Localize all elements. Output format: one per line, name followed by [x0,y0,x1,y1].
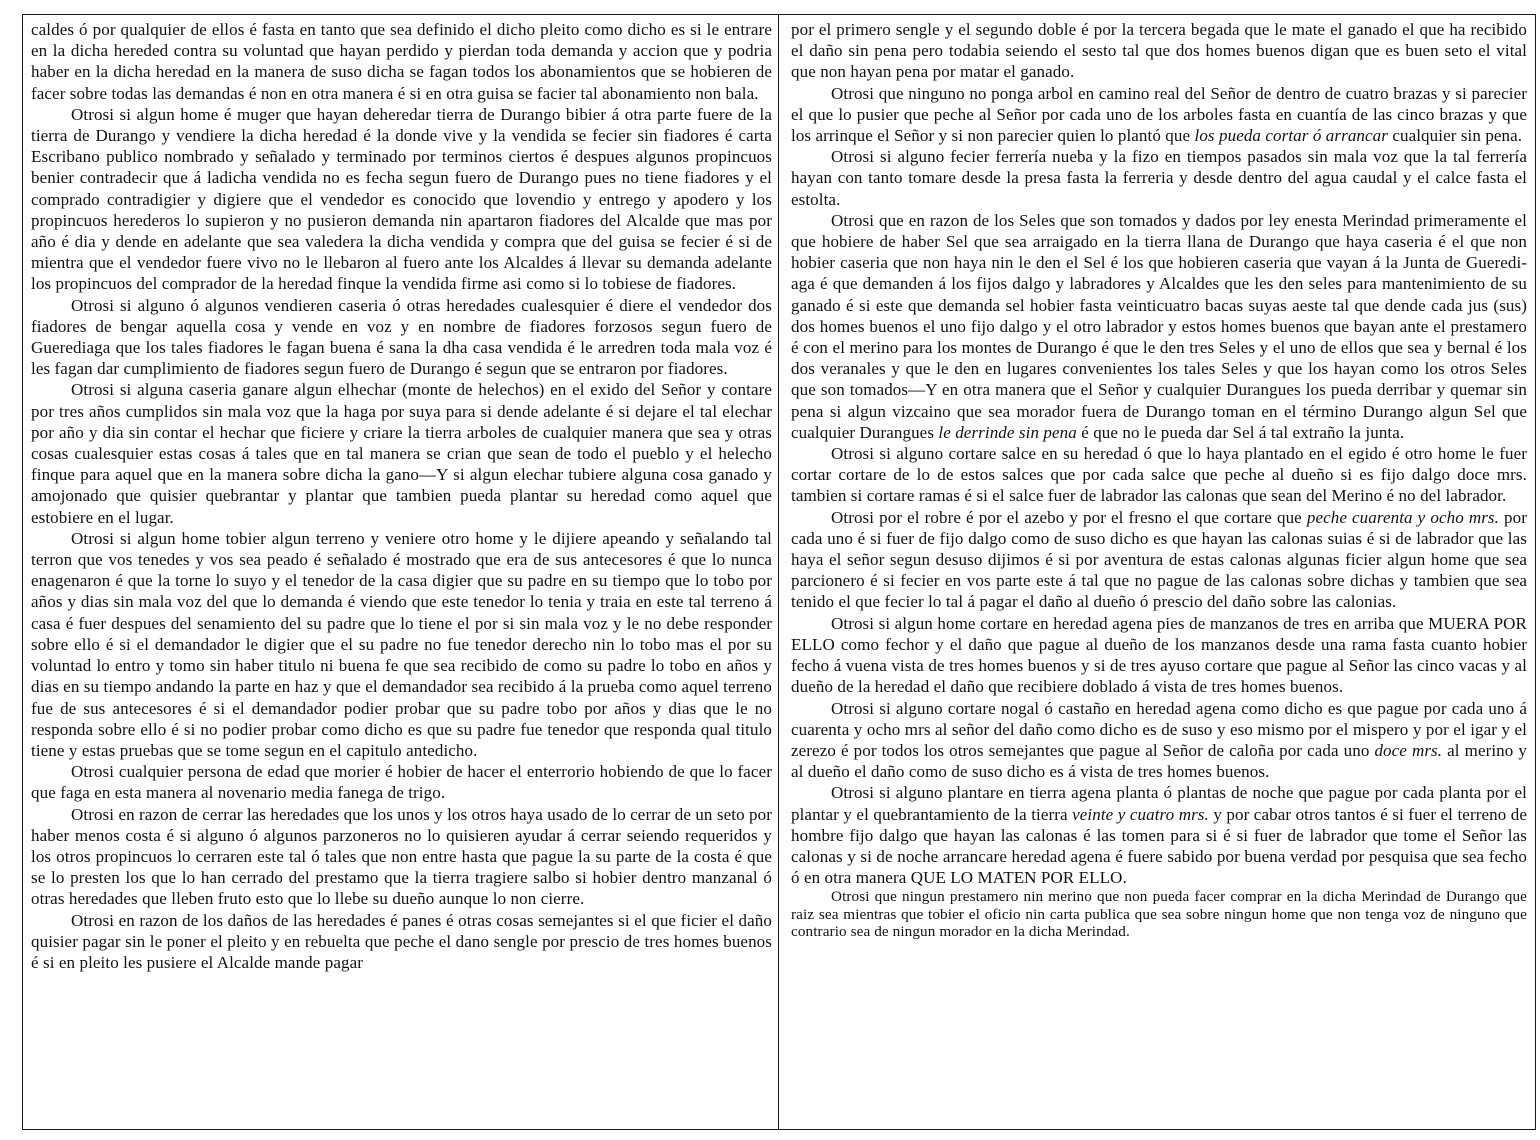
italic-run: doce mrs. [1374,740,1443,760]
paragraph-elechar: Otrosi si alguna caseria ganare algun elhechar (monte de helechos) en el exido del Señor y contare por tres años cumplidos sin mala voz que la haga por suya para si dende adelante é si dejare el tal elechar por año y dia sin contar el hechar que ficiere y criare la tierra arboles de cualquier manera que sea y otras cosas cualesquier estas cosas á tales que en tal manera se crian que sean de todo el pueblo y el helecho finque para aquel que en la manera sobre dicha la gano—Y si algun elechar tubiere alguna cosa ganado y amojonado que quisier quebrantar y plantar que tambien pueda plantar su heredad como aquel que estobiere en el lugar. [31,380,772,527]
text-run: al merino y al dueño el daño como de suso dicho es á vista de tres homes buenos. [791,740,1527,782]
italic-run: peche cuarenta y ocho mrs. [1306,507,1499,527]
text-run: Otrosi que ninguno no ponga arbol en camino real del Señor de dentro de cuatro brazas y si parecier el que lo pusier que peche al Señor por cada uno de los arboles fasta en cuantía de las cinco brazas y que los arrinque el Señor y si non parecier quien lo plantó que [791,83,1527,146]
italic-run: los pueda cortar ó arrancar [1194,126,1388,146]
paragraph-caseria-fiadores: Otrosi si alguno ó algunos vendieren caseria ó otras heredades cualesquier é diere el vendedor dos fiadores de bengar aquella cosa y vende en voz y en nombre de fiadores forzosos segun fuero de Guerediaga que los tales fiadores le fagan buena é sana la dha casa vendida é le arredren toda mala voz é les fagan dar cumplimiento de fiadores segun fuero de Durango é segun que se entraron por fiadores. [31,295,772,379]
paragraph-arbol-camino [791,83,1527,147]
paragraph-plantare [791,782,1527,888]
caps-run: MUERA POR ELLO [791,613,1527,654]
paragraph-robre [791,507,1527,613]
paragraph-ferreria: Otrosi si alguno fecier ferrería nueba y la fizo en tiempos pasados sin mala voz que la tal ferrería hayan con tanto tomare desde la presa fasta la ferreria y desde dentro del agua caudal y el calce fasta el estolta. [791,147,1527,209]
paragraph-manzanos [791,613,1527,698]
text-run: Otrosi si algun home cortare en heredad agena pies de manzanos de tres en arriba que [831,613,1429,633]
page-frame [22,14,1536,1130]
paragraph-prestamero: Otrosi que ningun prestamero nin merino que non pueda facer comprar en la dicha Merindad de Durango que raiz sea mientras que tobier el oficio nin carta publica que sea sobre ningun home que non tenga voz de ninguno que contrario sea de ningun morador en la dicha Merindad. [791,888,1527,941]
italic-run: veinte y cuatro mrs. [1072,804,1209,824]
italic-run: le derrinde sin pena [938,422,1077,442]
text-run: é que no le pueda dar Sel á tal extraño la junta. [1076,422,1405,442]
paragraph-nogal [791,698,1527,783]
paragraph-enterrorio: Otrosi cualquier persona de edad que morier é hobier de hacer el enterrorio hobiendo de que lo facer que faga en esta manera al novenario media fanega de trigo. [31,762,772,803]
text-run: y por cabar otros tantos é si fuer el terreno de hombre fijo dalgo que hayan las calonas é las tomen para si é si fuer de labrador que tome el Señor las calonas y si de noche arrancare heredad agena é fuere sabido por buena verdad por pesquisa que sea fecho ó en otra manera [791,804,1528,888]
paragraph-terreno: Otrosi si algun home tobier algun terreno y veniere otro home y le dijiere apeando y señalando tal terron que vos tenedes y vos sea peado é señalado é mostrado que era de sus antecesores é que lo nunca enagenaron é que la torne lo suyo y el tenedor de la casa digier que su padre en su tiempo que lo tobo por años y dias sin mala voz del que lo demanda é viendo que este tenedor lo tenia y traia en este tal terreno á casa é fuer despues del senamiento del su padre que lo tiene el por si sin mala voz y le no debe responder sobre ello é si el demandador le digier que el su padre no fue tenedor derecho nin lo tobo mas el por su voluntad lo entro y tomo sin haber titulo ni buena fe que sea recibido de como su padre lo tobo en años y dias en su tiempo andando la parte en haz y que el demandador sea recibido á la prueba como aquel terreno fue de sus antecesores é si el demandador podier probar que su padre tobo por años y dias que le no responda sobre ello é si no podier probar como dicho es que su padre fue tenedor que responda qual titulo tiene y estas pruebas que se tome segun en el capitulo antedicho. [31,528,772,760]
paragraph-continuation: caldes ó por qualquier de ellos é fasta en tanto que sea definido el dicho pleito como dicho es si le entrare en la dicha hereded contra su voluntad que hayan perdido y pierdan toda demanda y accion que y podria haber en la dicha heredad en la manera de suso dicha se fagan todos los abonamientos que se hobieren de facer sobre todas las demandas é non en otra manera é si en otra guisa se facier tal abonamiento non bala. [31,20,772,103]
paragraph-heredad-durango: Otrosi si algun home é muger que hayan deheredar tierra de Durango bibier á otra parte fuere de la tierra de Durango y vendiere la dicha heredad é la donde vive y la vendida se fecier sin fiadores é carta Escribano publico nombrado y señalado y terminado por terminos ciertos é despues algunos propincuos benier contradecir que á ladicha vendida no es fecha segun fuero de Durango pues no tiene fiadores y el comprado contradigier y digiere que el vendedor es conocido que lovendio y entrego y apodero y los propincuos herederos lo supieron y no pusieron demanda nin apartaron fiadores del Alcalde que mas por año é dia y dende en adelante que sea valedera la dicha vendida y compra que del guisa se fecier é si de mientra que el vendedor fuere vivo no le llebaron al fuero ante los Alcaldes á llevar su demanda adelante los propincuos del comprador de la heredad finque la vendida firme asi como si lo tobiese de fiadores. [31,104,772,294]
caps-run: QUE LO MATEN POR ELLO. [910,868,1127,888]
text-run: por cada uno é si fuer de fijo dalgo como de suso dicho es que hayan las calonas suias é si de labrador que las haya el señor segun desuso dijimos é si por aventura de estas calonas algunas ficier algun home que sea parcionero é si fecier en vos parte este á tal que no pague de las calonas sobre dichas y tambien que sea tenido el que fecier lo tal á pagar el daño al dueño ó prescio del daño sobre las calonias. [791,507,1527,612]
right-column [779,15,1535,1129]
text-run: Otrosi que en razon de los Seles que son tomados y dados por ley enesta Merindad primeramente el que hobiere de haber Sel que sea arraigado en la tierra llana de Durango que haya caseria é el que non hobier caseria que non haya nin le den el Sel é los que hobieren caseria que vayan á la Junta de Guerediaga é que demanden á los fijos dalgo y labradores y Alcaldes que les den seles para mantenimiento de su ganado é si este que demanda sel hobier fasta veinticuatro bacas suyas aeste tal que dende cada jus (sus) dos homes buenos el uno fijo dalgo y el otro labrador y estos homes buenos que bayan ante el prestamero é con el merino para los montes de Durango é que le den tres Seles y el uno de ellos que sea y bernal é los dos veranales y que le den en lugares convenientes los tales Seles y que los hayan como los otros Seles que son tomados—Y en otra manera que el Señor y cualquier Durangues los pueda derribar y quemar sin pena si algun vizcaino que sea morador fuera de Durango toman en el término Durango algun Sel que cualquier Durangues [791,210,1527,442]
paragraph-seles [791,210,1527,443]
text-run: Otrosi por el robre é por el azebo y por el fresno el que cortare que [831,507,1307,527]
left-column [23,15,779,1129]
paragraph-salce: Otrosi si alguno cortare salce en su heredad ó que lo haya plantado en el egido é otro home le fuer cortar cortare de lo de estos salces que por cada salce que peche al dueño si es fijo dalgo doce mrs. tambien si cortare ramas é si el salce fuer de labrador las calonas que sean del Merino é no del labrador. [791,444,1527,506]
text-run: Otrosi si alguno cortare nogal ó castaño en heredad agena como dicho es que pague por cada uno á cuarenta y ocho mrs al señor del daño como dicho es de suso y eso mismo por el mispero y por el igar y el zerezo é por todos los otros semejantes que pague al Señor de caloña por cada uno [791,698,1527,760]
text-run: como fechor y el daño que pague al dueño de los manzanos desde una rama fasta cuanto hobier fecho á vuena vista de tres homes buenos y si de tres ayuso cortare que pague al Señor las cinco vacas y al dueño de la heredad el daño que recibiere doblado á vista de tres homes buenos. [791,634,1527,697]
paragraph-cerrar-heredades: Otrosi en razon de cerrar las heredades que los unos y los otros haya usado de lo cerrar de un seto por haber menos costa é si alguno ó algunos parzoneros no lo quisieren ayudar á cerrar seiendo requeridos y los otros propincuos lo cerraren este tal ó tales que non entre hasta que pague la su parte de la costa é que se lo presten los que lo han cerrado del prestamo que la tierra tragiere salbo si hobier dentro manzanal ó otras heredades que lleben fruto esto que lo llebe su dueño aunque lo non cierre. [31,804,772,909]
text-run: cualquier sin pena. [1387,126,1523,146]
paragraph-continuation-right: por el primero sengle y el segundo doble é por la tercera begada que le mate el ganado el que ha recibido el daño sin pena pero todabia seiendo el sesto tal que dos homes buenos digan que es buen seto el vital que non hayan pena por matar el ganado. [791,20,1527,82]
text-run: Otrosi si alguno plantare en tierra agena planta ó plantas de noche que pague por cada planta por el plantar y el quebrantamiento de la tierra [791,783,1527,824]
paragraph-danos-heredades: Otrosi en razon de los daños de las heredades é panes é otras cosas semejantes si el que ficier el daño quisier pagar sin le poner el pleito y en rebuelta que peche el dano sengle por prescio de tres homes buenos é si en pleito les pusiere el Alcalde mande pagar [31,910,772,972]
